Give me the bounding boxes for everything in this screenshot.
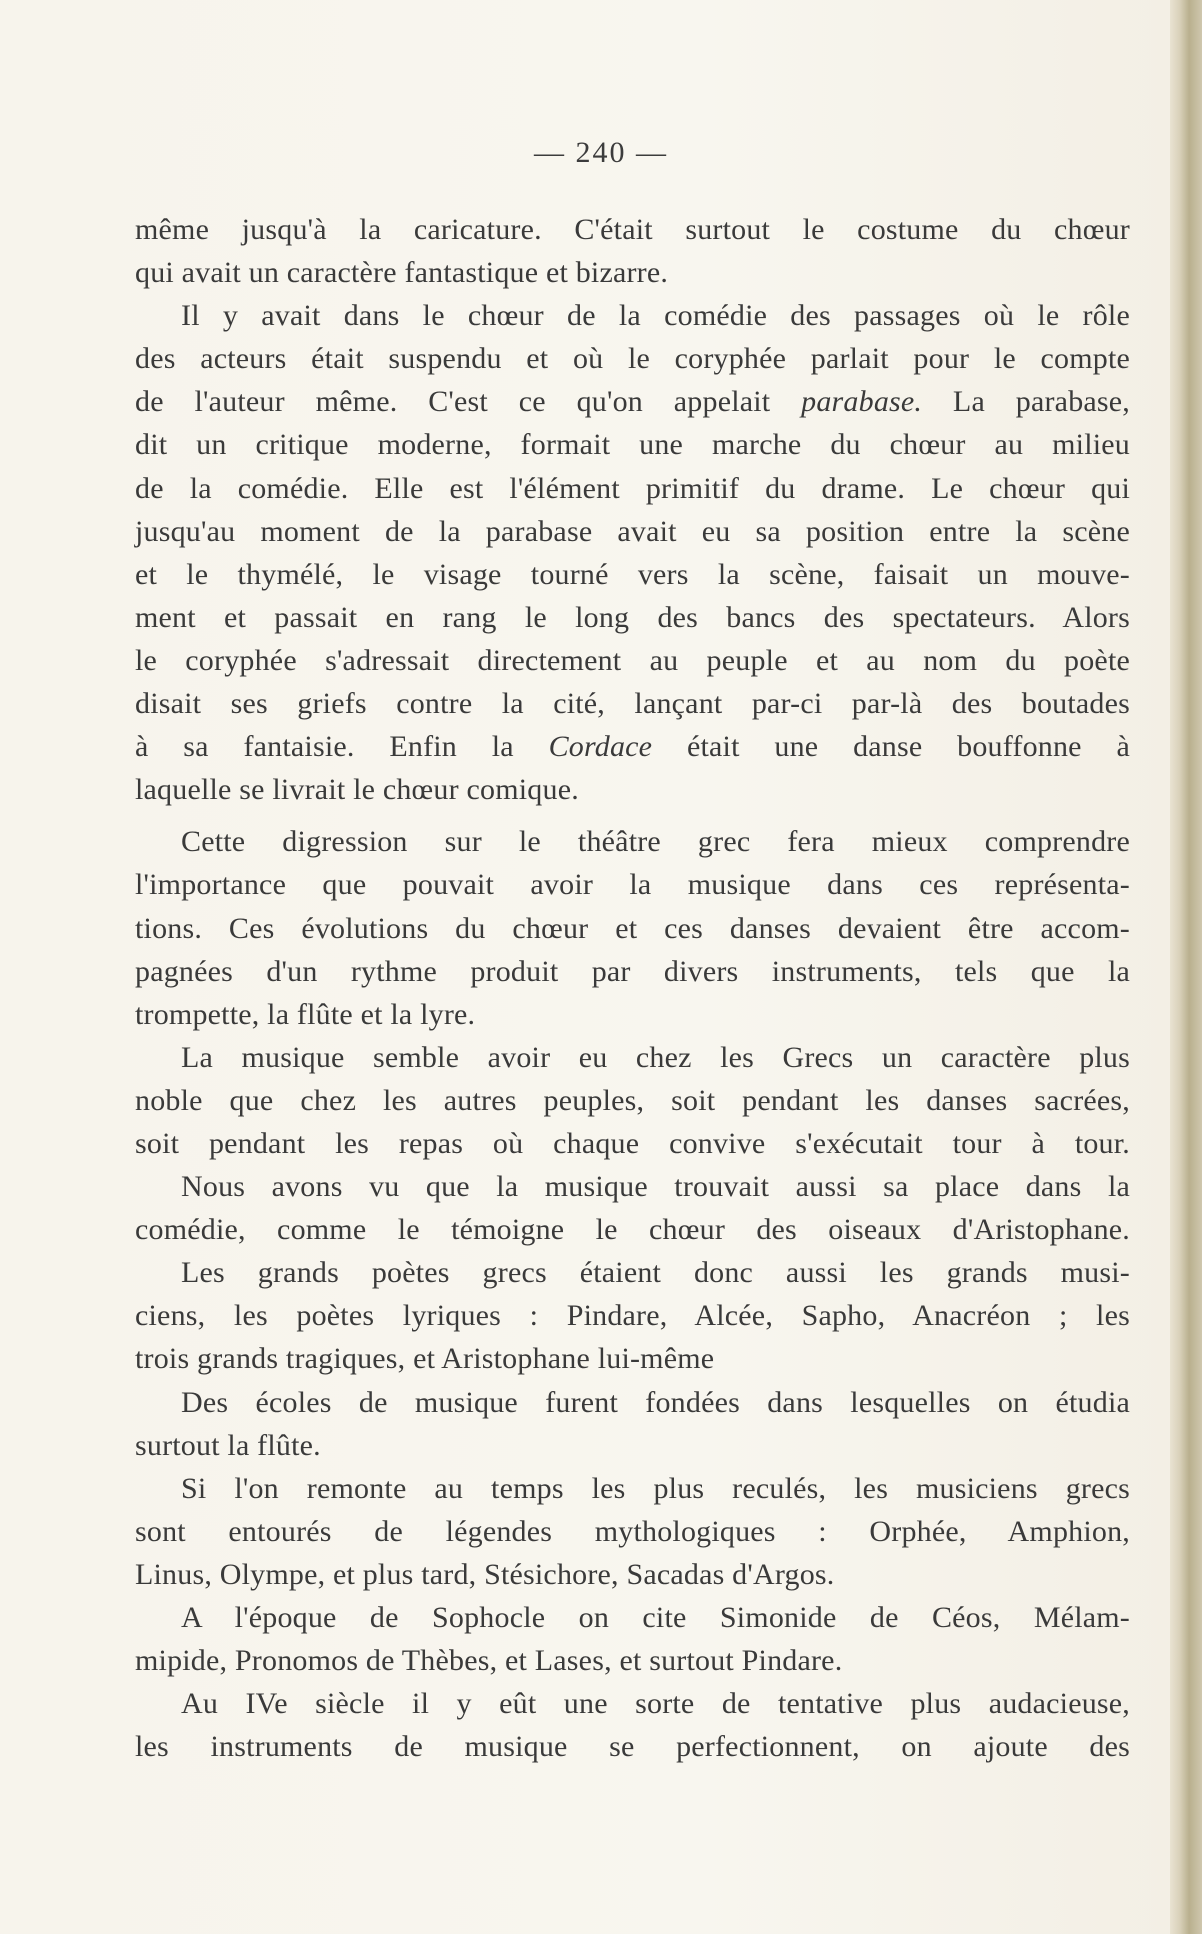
- text-line: tions. Ces évolutions du chœur et ces danses devaient être accom-: [135, 911, 1130, 945]
- text-line: mipide, Pronomos de Thèbes, et Lases, et surtout Pindare.: [135, 1644, 843, 1678]
- text-line: jusqu'au moment de la parabase avait eu sa position entre la scène: [135, 514, 1130, 548]
- text-line: Des écoles de musique furent fondées dans lesquelles on étudia: [181, 1385, 1130, 1419]
- text-line: soit pendant les repas où chaque convive s'exécutait tour à tour.: [135, 1126, 1130, 1160]
- text-line: ment et passait en rang le long des bancs des spectateurs. Alors: [135, 600, 1130, 634]
- page-edge: [1170, 0, 1202, 1934]
- text-line: La musique semble avoir eu chez les Grecs un caractère plus: [181, 1040, 1130, 1074]
- text-line: A l'époque de Sophocle on cite Simonide de Céos, Mélam-: [181, 1601, 1130, 1634]
- text-line: laquelle se livrait le chœur comique.: [135, 773, 579, 807]
- text-line: surtout la flûte.: [135, 1428, 321, 1462]
- text-line: disait ses griefs contre la cité, lançant par-ci par-là des boutades: [135, 687, 1130, 721]
- text-line: noble que chez les autres peuples, soit pendant les danses sacrées,: [135, 1083, 1130, 1117]
- text-line: même jusqu'à la caricature. C'était surtout le costume du chœur: [135, 213, 1130, 246]
- text-line: dit un critique moderne, formait une marche du chœur au milieu: [135, 428, 1130, 462]
- text-line: qui avait un caractère fantastique et bizarre.: [135, 256, 669, 290]
- text-line: le coryphée s'adressait directement au peuple et au nom du poète: [135, 643, 1130, 677]
- text-line: ciens, les poètes lyriques : Pindare, Alcée, Sapho, Anacréon ; les: [135, 1299, 1130, 1333]
- page-number: — 240 —: [534, 136, 668, 169]
- text-line: de la comédie. Elle est l'élément primitif du drame. Le chœur qui: [135, 471, 1130, 505]
- body-text: [135, 208, 1130, 1768]
- text-line: trompette, la flûte et la lyre.: [135, 997, 476, 1031]
- text-line: les instruments de musique se perfectionnent, on ajoute des: [135, 1730, 1130, 1764]
- text-line: comédie, comme le témoigne le chœur des oiseaux d'Aristophane.: [135, 1213, 1130, 1247]
- text-line: Nous avons vu que la musique trouvait aussi sa place dans la: [181, 1170, 1130, 1204]
- text-line: de l'auteur même. C'est ce qu'on appelait parabase. La parabase,: [135, 385, 1130, 419]
- text-line: Il y avait dans le chœur de la comédie des passages où le rôle: [181, 299, 1130, 333]
- text-line: pagnées d'un rythme produit par divers instruments, tels que la: [135, 954, 1130, 988]
- text-line: l'importance que pouvait avoir la musique dans ces représenta-: [135, 868, 1130, 902]
- text-line: Cette digression sur le théâtre grec fera mieux comprendre: [181, 825, 1130, 859]
- text-line: Linus, Olympe, et plus tard, Stésichore, Sacadas d'Argos.: [135, 1557, 835, 1591]
- text-line: Si l'on remonte au temps les plus reculés, les musiciens grecs: [181, 1471, 1130, 1505]
- text-line: Au IVe siècle il y eût une sorte de tentative plus audacieuse,: [181, 1687, 1130, 1721]
- text-line: et le thymélé, le visage tourné vers la scène, faisait un mouve-: [135, 557, 1130, 591]
- text-line: à sa fantaisie. Enfin la Cordace était une danse bouffonne à: [135, 730, 1130, 764]
- text-line: sont entourés de légendes mythologiques : Orphée, Amphion,: [135, 1514, 1130, 1548]
- text-line: Les grands poètes grecs étaient donc aussi les grands musi-: [181, 1256, 1130, 1290]
- text-line: trois grands tragiques, et Aristophane lui-même: [135, 1342, 715, 1376]
- text-line: des acteurs était suspendu et où le coryphée parlait pour le compte: [135, 342, 1130, 376]
